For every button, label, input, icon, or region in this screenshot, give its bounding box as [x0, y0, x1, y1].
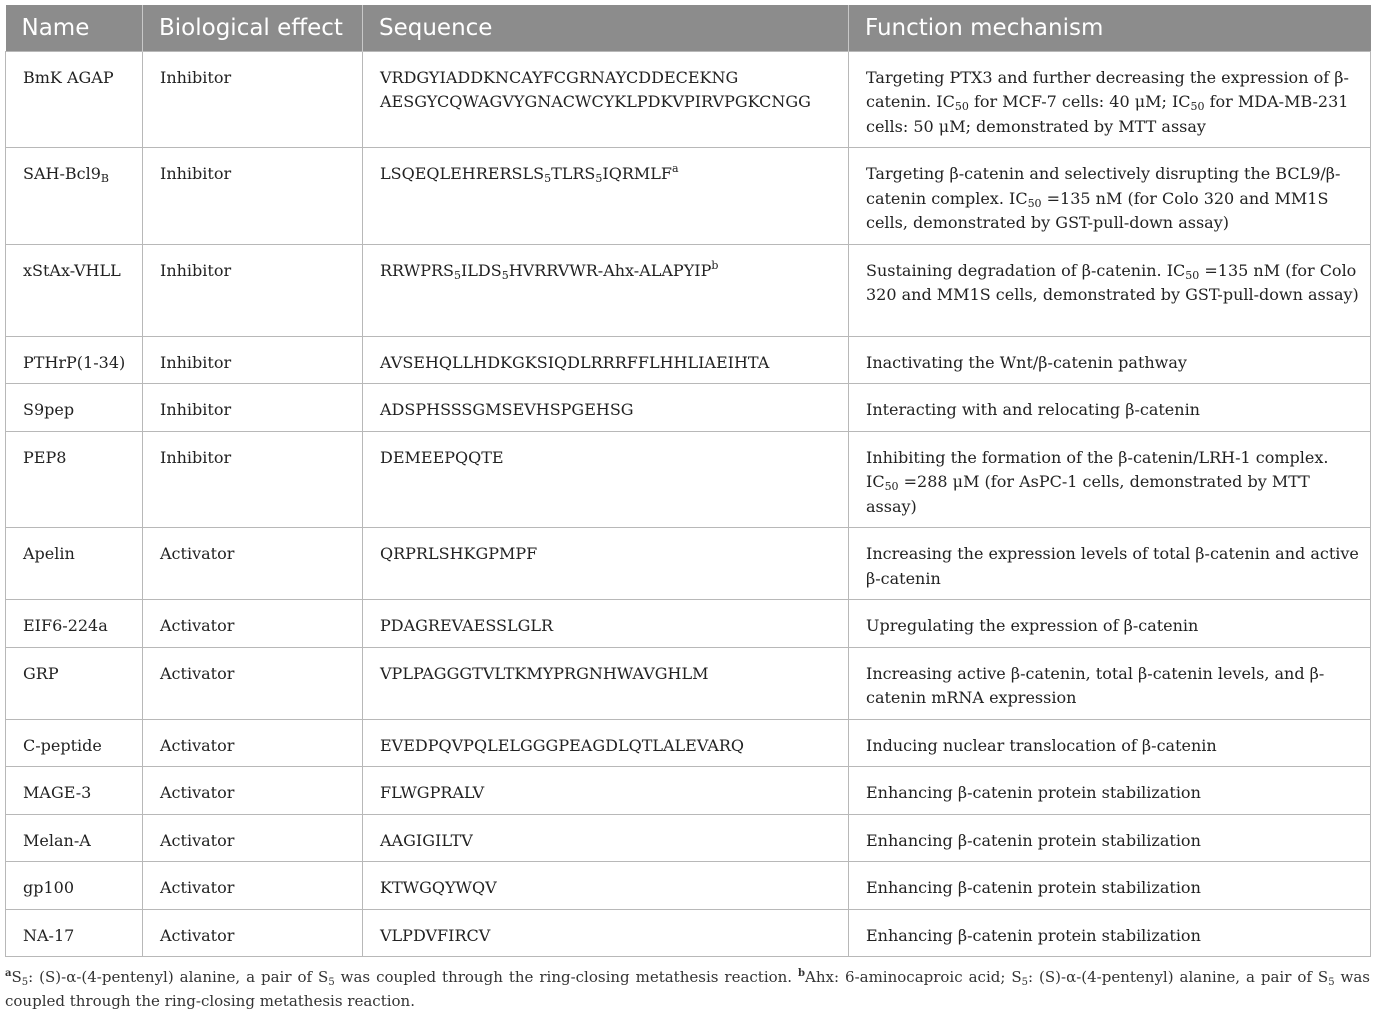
cell-function-mechanism: Increasing active β-catenin, total β-catenin levels, and β-catenin mRNA expression [849, 647, 1371, 719]
peptide-table [5, 5, 1371, 957]
cell-function-mechanism: Targeting β-catenin and selectively disrupting the BCL9/β-catenin complex. $IC_{50} =135$ nM (for Colo 320 and MM1S cells, demonstrated by GST-pull-down assay) [849, 148, 1371, 245]
cell-biological-effect: Activator [143, 719, 363, 767]
cell-sequence: $LSQEQLEHRERSLS_5TLRS_5IQRMLF^a$ [363, 148, 849, 245]
cell-name: PEP8 [6, 431, 143, 528]
cell-sequence: ADSPHSSSGMSEVHSPGEHSG [363, 384, 849, 432]
cell-function-mechanism: Interacting with and relocating β-catenin [849, 384, 1371, 432]
cell-function-mechanism: Inhibiting the formation of the β-catenin/LRH-1 complex. $IC_{50} =288$ μM (for AsPC-1 cells, demonstrated by MTT assay) [849, 431, 1371, 528]
cell-name: EIF6-224a [6, 600, 143, 648]
cell-sequence: VPLPAGGGTVLTKMYPRGNHWAVGHLM [363, 647, 849, 719]
table-row [6, 528, 1371, 600]
cell-function-mechanism: Targeting PTX3 and further decreasing the expression of β-catenin. $IC_{50}$ for MCF-7 cells: 40 μM; $IC_{50}$ for MDA-MB-231 cells: 50 μM; demonstrated by MTT assay [849, 51, 1371, 148]
table-row [6, 431, 1371, 528]
cell-biological-effect: Activator [143, 909, 363, 957]
table-row [6, 51, 1371, 148]
table-body [6, 51, 1371, 957]
cell-biological-effect: Activator [143, 647, 363, 719]
cell-biological-effect: Inhibitor [143, 148, 363, 245]
table-footnote: $^aS_5$: (S)-α-(4-pentenyl) alanine, a pair of $S_5$ was coupled through the ring-closing metathesis reaction. $^b$Ahx: 6-aminocaproic acid; $S_5$: (S)-α-(4-pentenyl) alanine, a pair of $S_5$ was coupled through the ring-closing metathesis reaction. [5, 968, 1371, 1010]
cell-name: NA-17 [6, 909, 143, 957]
table-row [6, 647, 1371, 719]
table-row [6, 600, 1371, 648]
column-header-function-mechanism: Function mechanism [849, 5, 1371, 51]
cell-sequence: $RRWPRS_5ILDS_5HVRRVWR-Ahx-ALAPYIP^b$ [363, 244, 849, 336]
cell-biological-effect: Activator [143, 767, 363, 815]
cell-name: BmK AGAP [6, 51, 143, 148]
cell-function-mechanism: Upregulating the expression of β-catenin [849, 600, 1371, 648]
cell-sequence: DEMEEPQQTE [363, 431, 849, 528]
cell-name: Apelin [6, 528, 143, 600]
cell-function-mechanism: Inducing nuclear translocation of β-catenin [849, 719, 1371, 767]
cell-name: gp100 [6, 862, 143, 910]
cell-function-mechanism: Increasing the expression levels of total β-catenin and active β-catenin [849, 528, 1371, 600]
cell-name: GRP [6, 647, 143, 719]
cell-biological-effect: Activator [143, 814, 363, 862]
cell-sequence: VRDGYIADDKNCAYFCGRNAYCDDECEKNG AESGYCQWAGVYGNACWCYKLPDKVPIRVPGKCNGG [363, 51, 849, 148]
table-row [6, 814, 1371, 862]
cell-biological-effect: Inhibitor [143, 336, 363, 384]
cell-name: S9pep [6, 384, 143, 432]
table-row [6, 244, 1371, 336]
cell-function-mechanism: Enhancing β-catenin protein stabilization [849, 862, 1371, 910]
cell-function-mechanism: Sustaining degradation of β-catenin. $IC_{50} =135$ nM (for Colo 320 and MM1S cells, demonstrated by GST-pull-down assay) [849, 244, 1371, 336]
column-header-name: Name [6, 5, 143, 51]
cell-name: xStAx-VHLL [6, 244, 143, 336]
table-row [6, 909, 1371, 957]
cell-name: C-peptide [6, 719, 143, 767]
table-row [6, 148, 1371, 245]
cell-sequence: AAGIGILTV [363, 814, 849, 862]
cell-biological-effect: Inhibitor [143, 51, 363, 148]
cell-biological-effect: Inhibitor [143, 431, 363, 528]
cell-biological-effect: Activator [143, 600, 363, 648]
cell-sequence: QRPRLSHKGPMPF [363, 528, 849, 600]
cell-function-mechanism: Enhancing β-catenin protein stabilization [849, 767, 1371, 815]
column-header-biological-effect: Biological effect [143, 5, 363, 51]
cell-name: Melan-A [6, 814, 143, 862]
cell-biological-effect: Inhibitor [143, 244, 363, 336]
cell-name: SAH-$Bcl9_B$ [6, 148, 143, 245]
table-container [5, 5, 1370, 1013]
cell-name: MAGE-3 [6, 767, 143, 815]
cell-sequence: FLWGPRALV [363, 767, 849, 815]
column-header-sequence: Sequence [363, 5, 849, 51]
cell-sequence: AVSEHQLLHDKGKSIQDLRRRFFLHHLIAEIHTA [363, 336, 849, 384]
cell-biological-effect: Inhibitor [143, 384, 363, 432]
cell-function-mechanism: Inactivating the Wnt/β-catenin pathway [849, 336, 1371, 384]
table-row [6, 719, 1371, 767]
cell-name: PTHrP(1-34) [6, 336, 143, 384]
cell-function-mechanism: Enhancing β-catenin protein stabilization [849, 909, 1371, 957]
cell-function-mechanism: Enhancing β-catenin protein stabilization [849, 814, 1371, 862]
cell-biological-effect: Activator [143, 862, 363, 910]
header-row [6, 5, 1371, 51]
cell-biological-effect: Activator [143, 528, 363, 600]
table-row [6, 862, 1371, 910]
cell-sequence: VLPDVFIRCV [363, 909, 849, 957]
table-row [6, 384, 1371, 432]
cell-sequence: KTWGQYWQV [363, 862, 849, 910]
cell-sequence: EVEDPQVPQLELGGGPEAGDLQTLALEVARQ [363, 719, 849, 767]
cell-sequence: PDAGREVAESSLGLR [363, 600, 849, 648]
table-row [6, 767, 1371, 815]
table-row [6, 336, 1371, 384]
